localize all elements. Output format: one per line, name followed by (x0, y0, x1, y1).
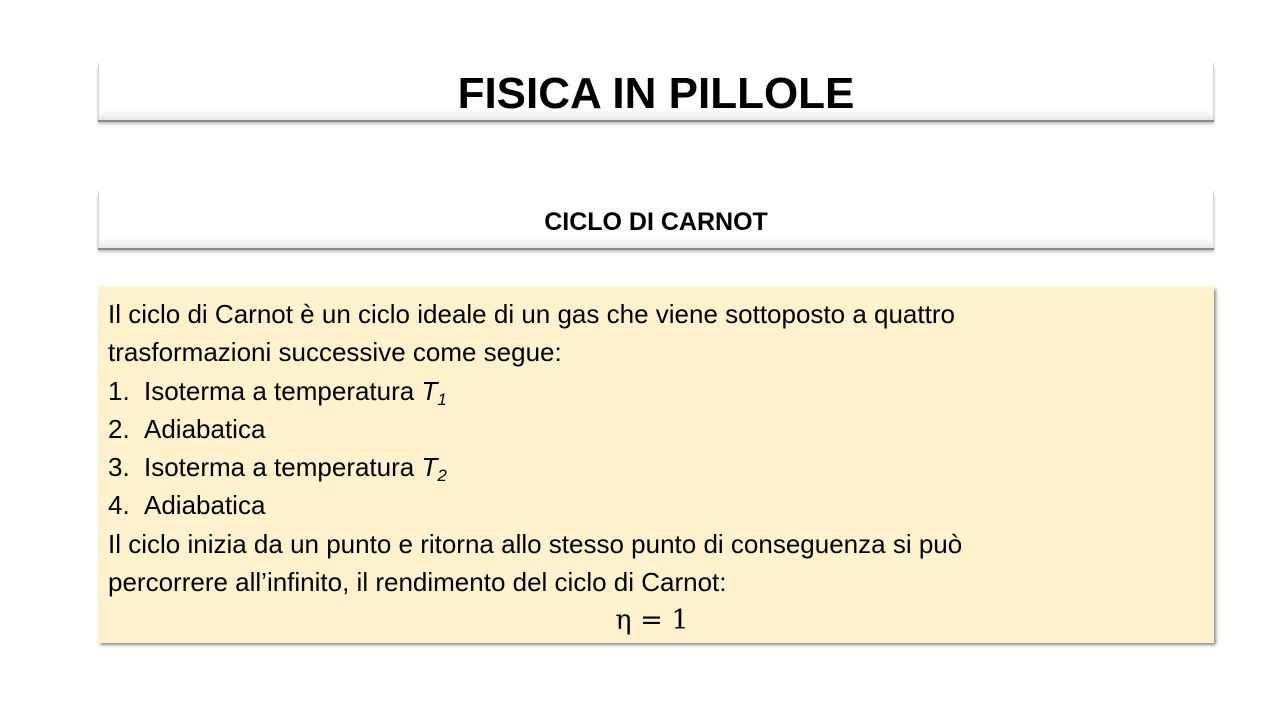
list-item-text: Isoterma a temperatura $T_1$ (144, 375, 447, 409)
list-item-number: 2. (108, 413, 130, 444)
list-item-text: Adiabatica (144, 413, 266, 444)
temperature-variable: $T_2$ (421, 452, 447, 486)
efficiency-formula: η = 1 (615, 605, 689, 637)
list-item-text: Adiabatica (144, 490, 266, 521)
subtitle-banner (98, 191, 1214, 248)
content-box (98, 287, 1214, 643)
intro-line-1: Il ciclo di Carnot è un ciclo ideale di un gas che viene sottoposto a quattro (108, 299, 955, 329)
list-item (108, 486, 1204, 524)
slide-subtitle: CICLO DI CARNOT (544, 208, 768, 236)
list-item-text: Isoterma a temperatura $T_2$ (144, 452, 447, 486)
list-item (108, 448, 1204, 486)
list-item (108, 372, 1204, 410)
outro-line-1: Il ciclo inizia da un punto e ritorna allo stesso punto di conseguenza si può (108, 528, 963, 559)
transformations-list (108, 372, 1204, 525)
list-item-number: 4. (108, 490, 130, 521)
outro-line-2: percorrere all’infinito, il rendimento del ciclo di Carnot: (108, 567, 727, 598)
temperature-variable: $T_1$ (421, 375, 447, 409)
title-banner (98, 63, 1214, 120)
list-item (108, 410, 1204, 448)
slide-title: FISICA IN PILLOLE (457, 68, 855, 118)
list-item-number: 1. (108, 375, 130, 406)
list-item-number: 3. (108, 452, 130, 483)
intro-line-2: trasformazioni successive come segue: (108, 337, 562, 368)
